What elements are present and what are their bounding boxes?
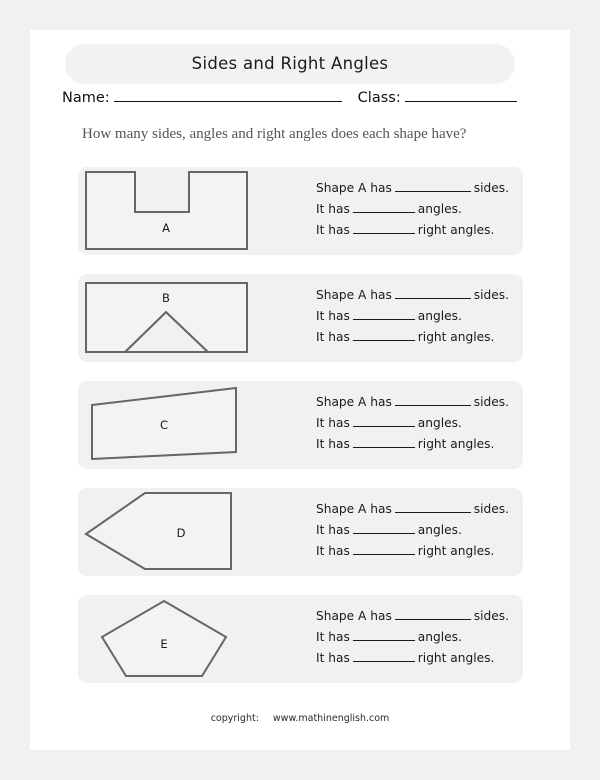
answer-blank-angles[interactable] — [353, 201, 415, 213]
answer-prefix: It has — [316, 544, 350, 558]
answer-suffix: angles. — [417, 523, 462, 537]
name-input-line[interactable] — [114, 88, 342, 102]
answer-blank-angles[interactable] — [353, 415, 415, 427]
shape-figure-b — [78, 274, 303, 362]
answer-lines-d — [316, 499, 516, 562]
answer-line-right-angles-b — [316, 327, 516, 348]
worksheet-page — [30, 30, 570, 750]
answer-suffix: angles. — [417, 630, 462, 644]
instruction-text: How many sides, angles and right angles does each shape have? — [82, 126, 467, 142]
answer-suffix: sides. — [473, 609, 509, 623]
footer-url: www.mathinenglish.com — [272, 713, 390, 724]
answer-line-sides-c — [316, 392, 516, 413]
answer-blank-sides[interactable] — [395, 394, 471, 406]
class-input-line[interactable] — [405, 88, 517, 102]
answer-suffix: angles. — [417, 309, 462, 323]
shape-letter-d: D — [176, 526, 186, 540]
answer-suffix: right angles. — [417, 223, 495, 237]
answer-suffix: sides. — [473, 181, 509, 195]
answer-blank-angles[interactable] — [353, 629, 415, 641]
shape-letter-b: B — [162, 291, 170, 305]
answer-prefix: It has — [316, 651, 350, 665]
answer-line-sides-a — [316, 178, 516, 199]
question-row-a — [78, 167, 523, 255]
answer-prefix: It has — [316, 416, 350, 430]
class-label: Class: — [357, 90, 401, 106]
answer-line-sides-d — [316, 499, 516, 520]
shape-letter-e: E — [160, 637, 168, 651]
answer-blank-sides[interactable] — [395, 180, 471, 192]
answer-suffix: sides. — [473, 502, 509, 516]
answer-blank-sides[interactable] — [395, 608, 471, 620]
name-label: Name: — [62, 90, 110, 106]
answer-blank-right-angles[interactable] — [353, 650, 415, 662]
page-title: Sides and Right Angles — [191, 54, 389, 73]
footer — [30, 713, 570, 724]
answer-line-sides-b — [316, 285, 516, 306]
answer-lines-a — [316, 178, 516, 241]
answer-line-angles-e — [316, 627, 516, 648]
answer-prefix: Shape A has — [316, 181, 392, 195]
answer-blank-right-angles[interactable] — [353, 436, 415, 448]
answer-lines-e — [316, 606, 516, 669]
answer-line-sides-e — [316, 606, 516, 627]
answer-prefix: Shape A has — [316, 609, 392, 623]
answer-suffix: angles. — [417, 416, 462, 430]
shape-figure-d — [78, 488, 303, 576]
answer-prefix: It has — [316, 202, 350, 216]
shape-figure-a — [78, 167, 303, 255]
answer-line-angles-c — [316, 413, 516, 434]
shape-figure-e — [78, 595, 303, 683]
title-banner — [65, 44, 515, 84]
copyright-label: copyright: — [210, 713, 259, 724]
answer-prefix: It has — [316, 523, 350, 537]
answer-line-right-angles-c — [316, 434, 516, 455]
answer-line-right-angles-a — [316, 220, 516, 241]
answer-blank-angles[interactable] — [353, 522, 415, 534]
answer-suffix: right angles. — [417, 330, 495, 344]
shape-letter-a: A — [162, 221, 170, 235]
answer-blank-sides[interactable] — [395, 287, 471, 299]
answer-line-angles-d — [316, 520, 516, 541]
answer-blank-right-angles[interactable] — [353, 329, 415, 341]
answer-prefix: It has — [316, 223, 350, 237]
answer-suffix: right angles. — [417, 544, 495, 558]
answer-prefix: It has — [316, 437, 350, 451]
answer-blank-right-angles[interactable] — [353, 543, 415, 555]
answer-lines-b — [316, 285, 516, 348]
answer-prefix: Shape A has — [316, 288, 392, 302]
question-row-b — [78, 274, 523, 362]
answer-line-right-angles-e — [316, 648, 516, 669]
question-row-d — [78, 488, 523, 576]
answer-lines-c — [316, 392, 516, 455]
answer-prefix: Shape A has — [316, 395, 392, 409]
shape-letter-c: C — [159, 418, 169, 432]
answer-prefix: It has — [316, 630, 350, 644]
answer-suffix: sides. — [473, 288, 509, 302]
answer-prefix: Shape A has — [316, 502, 392, 516]
answer-blank-angles[interactable] — [353, 308, 415, 320]
answer-suffix: sides. — [473, 395, 509, 409]
name-class-row — [62, 88, 540, 112]
answer-suffix: right angles. — [417, 651, 495, 665]
answer-line-angles-b — [316, 306, 516, 327]
answer-suffix: angles. — [417, 202, 462, 216]
answer-prefix: It has — [316, 330, 350, 344]
answer-prefix: It has — [316, 309, 350, 323]
shape-figure-c — [78, 381, 303, 469]
answer-suffix: right angles. — [417, 437, 495, 451]
question-row-e — [78, 595, 523, 683]
answer-blank-sides[interactable] — [395, 501, 471, 513]
answer-line-right-angles-d — [316, 541, 516, 562]
answer-blank-right-angles[interactable] — [353, 222, 415, 234]
question-row-c — [78, 381, 523, 469]
answer-line-angles-a — [316, 199, 516, 220]
